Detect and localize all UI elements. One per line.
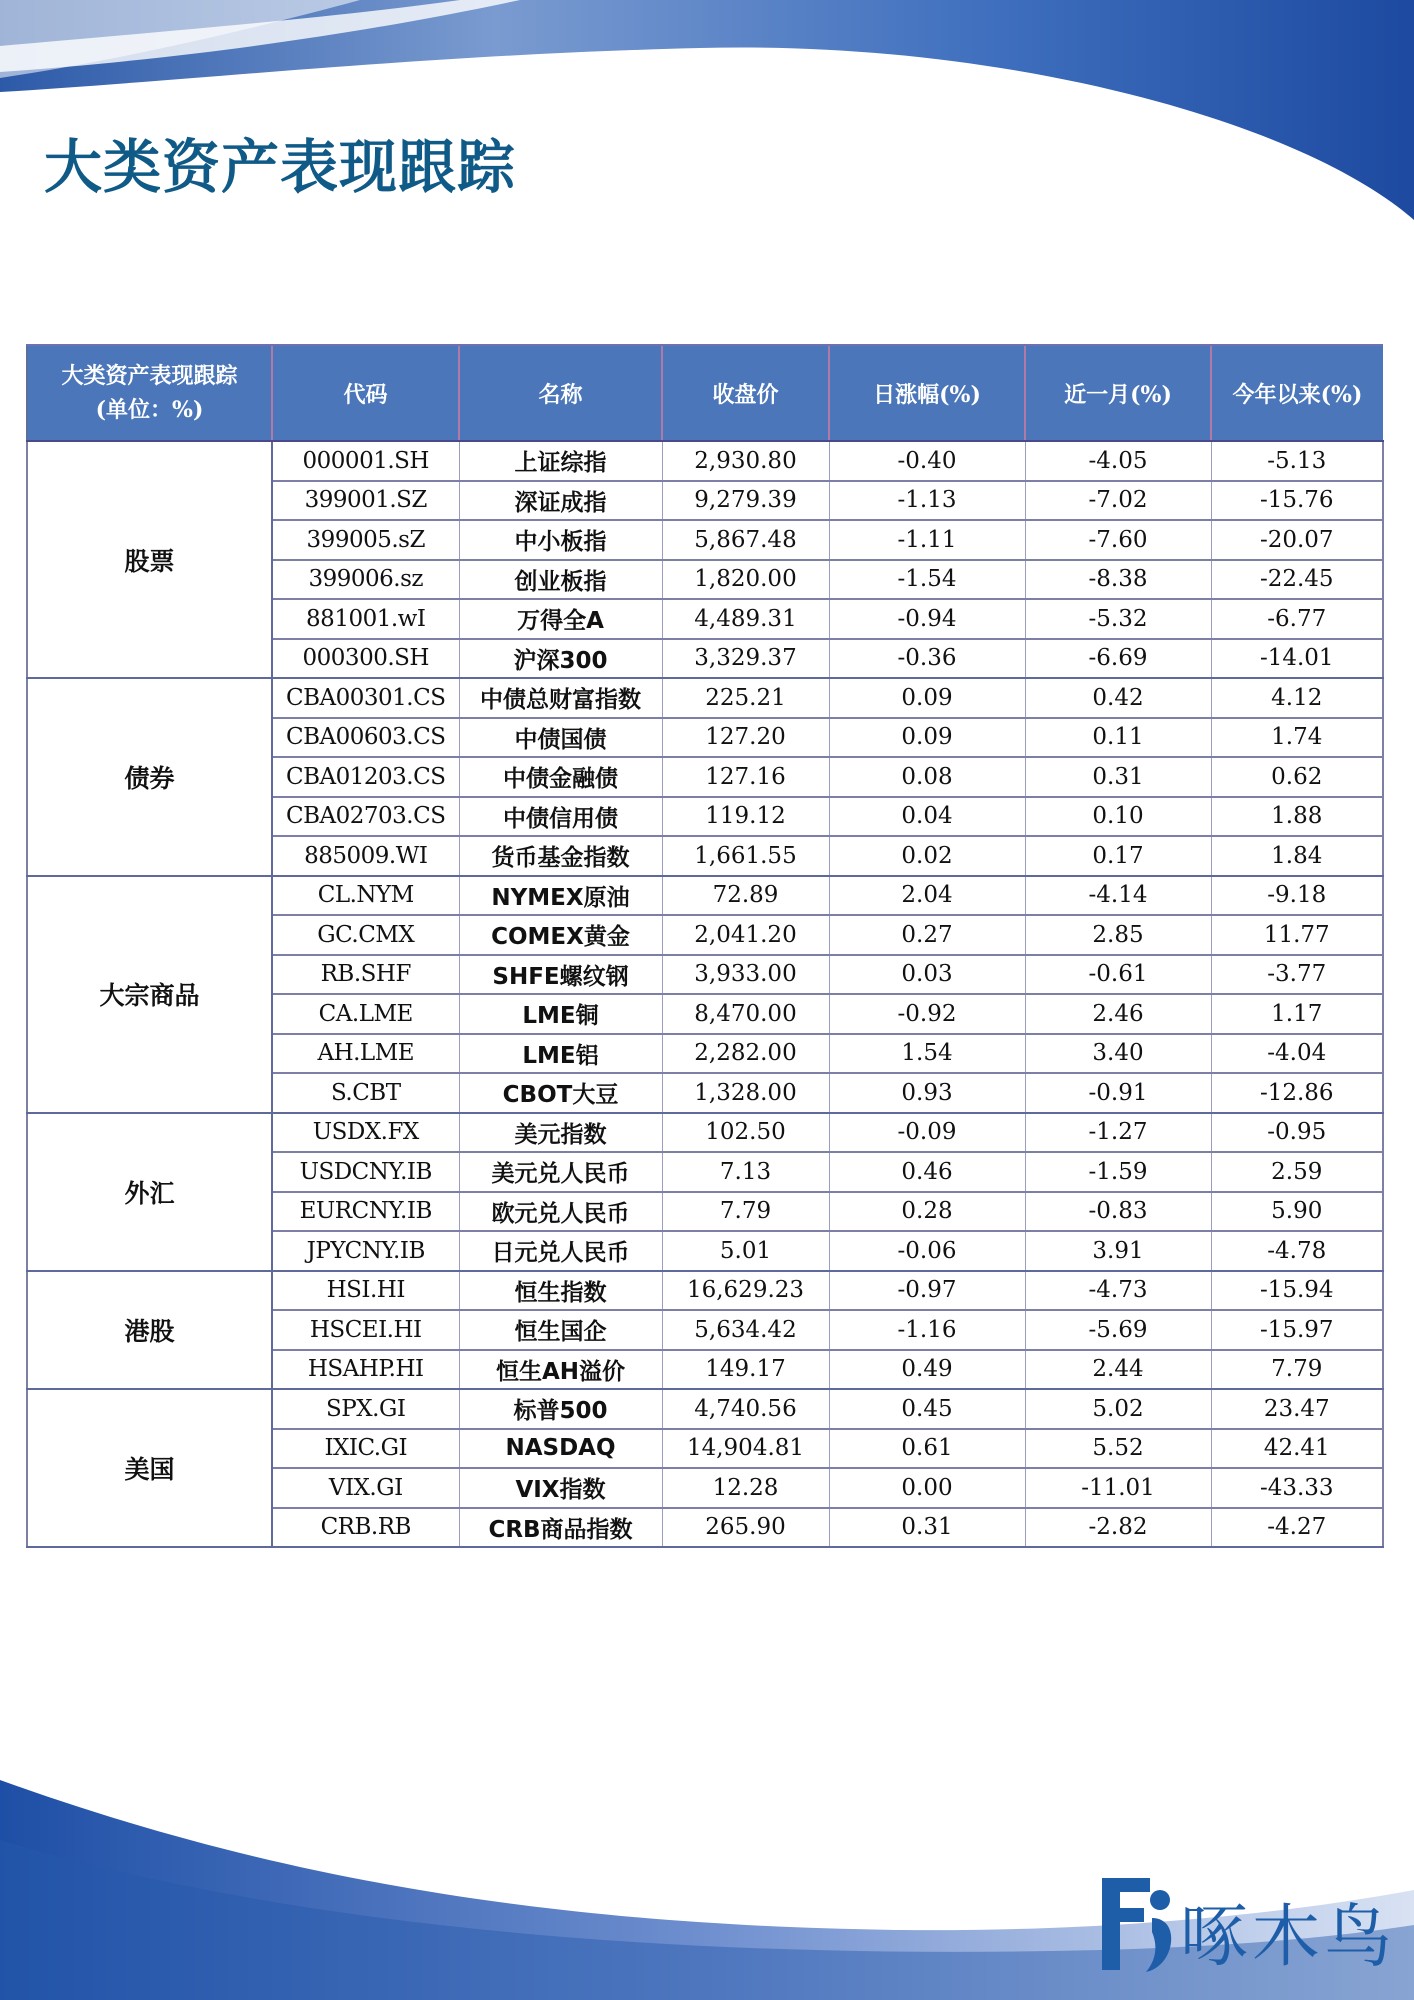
ytd-change-cell: 1.88 bbox=[1211, 797, 1383, 837]
daily-change-cell: -1.11 bbox=[829, 520, 1025, 560]
month-change-cell: -2.82 bbox=[1025, 1508, 1211, 1548]
name-cell: 沪深300 bbox=[459, 639, 662, 679]
code-cell: 399006.sz bbox=[272, 560, 459, 600]
table-row bbox=[27, 1271, 1383, 1311]
month-change-cell: -4.14 bbox=[1025, 876, 1211, 916]
ytd-change-cell: -22.45 bbox=[1211, 560, 1383, 600]
ytd-change-cell: 1.17 bbox=[1211, 994, 1383, 1034]
daily-change-cell: 0.27 bbox=[829, 915, 1025, 955]
month-change-cell: -0.83 bbox=[1025, 1192, 1211, 1232]
table-row bbox=[27, 876, 1383, 916]
close-cell: 2,041.20 bbox=[662, 915, 829, 955]
close-cell: 3,933.00 bbox=[662, 955, 829, 995]
ytd-change-cell: -0.95 bbox=[1211, 1113, 1383, 1153]
month-change-cell: 3.40 bbox=[1025, 1034, 1211, 1074]
close-cell: 72.89 bbox=[662, 876, 829, 916]
daily-change-cell: 0.03 bbox=[829, 955, 1025, 995]
daily-change-cell: 0.09 bbox=[829, 678, 1025, 718]
daily-change-cell: 0.28 bbox=[829, 1192, 1025, 1232]
code-cell: HSAHP.HI bbox=[272, 1350, 459, 1390]
code-cell: SPX.GI bbox=[272, 1389, 459, 1429]
table-row bbox=[27, 678, 1383, 718]
ytd-change-cell: -15.94 bbox=[1211, 1271, 1383, 1311]
month-change-cell: 2.85 bbox=[1025, 915, 1211, 955]
code-cell: S.CBT bbox=[272, 1073, 459, 1113]
close-cell: 2,930.80 bbox=[662, 441, 829, 481]
daily-change-cell: -0.06 bbox=[829, 1231, 1025, 1271]
close-cell: 7.13 bbox=[662, 1152, 829, 1192]
close-cell: 127.16 bbox=[662, 757, 829, 797]
close-cell: 225.21 bbox=[662, 678, 829, 718]
name-cell: 深证成指 bbox=[459, 481, 662, 521]
code-cell: HSI.HI bbox=[272, 1271, 459, 1311]
name-cell: VIX指数 bbox=[459, 1468, 662, 1508]
asset-performance-table bbox=[26, 344, 1384, 1548]
daily-change-cell: 0.09 bbox=[829, 718, 1025, 758]
month-change-cell: -11.01 bbox=[1025, 1468, 1211, 1508]
name-cell: 恒生指数 bbox=[459, 1271, 662, 1311]
month-change-cell: 3.91 bbox=[1025, 1231, 1211, 1271]
month-change-cell: 0.11 bbox=[1025, 718, 1211, 758]
close-cell: 5.01 bbox=[662, 1231, 829, 1271]
category-cell: 股票 bbox=[27, 441, 272, 678]
month-change-cell: 5.52 bbox=[1025, 1429, 1211, 1469]
month-change-cell: -1.27 bbox=[1025, 1113, 1211, 1153]
name-cell: 欧元兑人民币 bbox=[459, 1192, 662, 1232]
ytd-change-cell: 0.62 bbox=[1211, 757, 1383, 797]
code-cell: USDX.FX bbox=[272, 1113, 459, 1153]
name-cell: 美元指数 bbox=[459, 1113, 662, 1153]
code-cell: 000300.SH bbox=[272, 639, 459, 679]
name-cell: 上证综指 bbox=[459, 441, 662, 481]
code-cell: CA.LME bbox=[272, 994, 459, 1034]
code-cell: VIX.GI bbox=[272, 1468, 459, 1508]
code-cell: CL.NYM bbox=[272, 876, 459, 916]
code-cell: 399005.sZ bbox=[272, 520, 459, 560]
name-cell: 恒生AH溢价 bbox=[459, 1350, 662, 1390]
close-cell: 1,820.00 bbox=[662, 560, 829, 600]
close-cell: 1,661.55 bbox=[662, 836, 829, 876]
ytd-change-cell: 4.12 bbox=[1211, 678, 1383, 718]
name-cell: CRB商品指数 bbox=[459, 1508, 662, 1548]
daily-change-cell: -0.36 bbox=[829, 639, 1025, 679]
daily-change-cell: 2.04 bbox=[829, 876, 1025, 916]
daily-change-cell: 0.93 bbox=[829, 1073, 1025, 1113]
code-cell: CBA01203.CS bbox=[272, 757, 459, 797]
corner-unit: (单位：%) bbox=[95, 397, 204, 423]
close-cell: 3,329.37 bbox=[662, 639, 829, 679]
month-change-cell: -8.38 bbox=[1025, 560, 1211, 600]
month-change-cell: -1.59 bbox=[1025, 1152, 1211, 1192]
daily-change-cell: -0.40 bbox=[829, 441, 1025, 481]
daily-change-cell: 0.08 bbox=[829, 757, 1025, 797]
ytd-change-cell: 1.74 bbox=[1211, 718, 1383, 758]
code-cell: EURCNY.IB bbox=[272, 1192, 459, 1232]
category-cell: 外汇 bbox=[27, 1113, 272, 1271]
close-cell: 2,282.00 bbox=[662, 1034, 829, 1074]
month-change-cell: -7.02 bbox=[1025, 481, 1211, 521]
close-cell: 8,470.00 bbox=[662, 994, 829, 1034]
close-cell: 119.12 bbox=[662, 797, 829, 837]
table-header-row bbox=[27, 345, 1383, 441]
category-cell: 港股 bbox=[27, 1271, 272, 1390]
ytd-change-cell: 1.84 bbox=[1211, 836, 1383, 876]
daily-change-cell: -0.09 bbox=[829, 1113, 1025, 1153]
close-cell: 12.28 bbox=[662, 1468, 829, 1508]
name-cell: NASDAQ bbox=[459, 1429, 662, 1469]
month-change-cell: -6.69 bbox=[1025, 639, 1211, 679]
name-cell: 中小板指 bbox=[459, 520, 662, 560]
category-cell: 大宗商品 bbox=[27, 876, 272, 1113]
ytd-change-cell: -4.27 bbox=[1211, 1508, 1383, 1548]
code-cell: CRB.RB bbox=[272, 1508, 459, 1548]
name-cell: 创业板指 bbox=[459, 560, 662, 600]
close-cell: 14,904.81 bbox=[662, 1429, 829, 1469]
ytd-change-cell: -3.77 bbox=[1211, 955, 1383, 995]
table-row bbox=[27, 1113, 1383, 1153]
ytd-change-cell: -4.04 bbox=[1211, 1034, 1383, 1074]
column-header-month-change: 近一月(%) bbox=[1025, 345, 1211, 441]
month-change-cell: -4.05 bbox=[1025, 441, 1211, 481]
close-cell: 265.90 bbox=[662, 1508, 829, 1548]
close-cell: 102.50 bbox=[662, 1113, 829, 1153]
month-change-cell: 0.42 bbox=[1025, 678, 1211, 718]
month-change-cell: -0.91 bbox=[1025, 1073, 1211, 1113]
ytd-change-cell: -9.18 bbox=[1211, 876, 1383, 916]
category-cell: 债券 bbox=[27, 678, 272, 876]
daily-change-cell: -1.13 bbox=[829, 481, 1025, 521]
code-cell: 399001.SZ bbox=[272, 481, 459, 521]
month-change-cell: -7.60 bbox=[1025, 520, 1211, 560]
column-header-ytd-change: 今年以来(%) bbox=[1211, 345, 1383, 441]
code-cell: CBA00603.CS bbox=[272, 718, 459, 758]
code-cell: 000001.SH bbox=[272, 441, 459, 481]
ytd-change-cell: -43.33 bbox=[1211, 1468, 1383, 1508]
daily-change-cell: -0.94 bbox=[829, 599, 1025, 639]
code-cell: JPYCNY.IB bbox=[272, 1231, 459, 1271]
ytd-change-cell: 23.47 bbox=[1211, 1389, 1383, 1429]
code-cell: AH.LME bbox=[272, 1034, 459, 1074]
name-cell: CBOT大豆 bbox=[459, 1073, 662, 1113]
column-header-close: 收盘价 bbox=[662, 345, 829, 441]
ytd-change-cell: -12.86 bbox=[1211, 1073, 1383, 1113]
ytd-change-cell: -4.78 bbox=[1211, 1231, 1383, 1271]
code-cell: 885009.WI bbox=[272, 836, 459, 876]
daily-change-cell: 0.45 bbox=[829, 1389, 1025, 1429]
daily-change-cell: 0.49 bbox=[829, 1350, 1025, 1390]
close-cell: 149.17 bbox=[662, 1350, 829, 1390]
daily-change-cell: -0.92 bbox=[829, 994, 1025, 1034]
brand-name: 啄木鸟 bbox=[1180, 1898, 1397, 1977]
daily-change-cell: 0.00 bbox=[829, 1468, 1025, 1508]
table-body bbox=[27, 441, 1383, 1547]
code-cell: HSCEI.HI bbox=[272, 1310, 459, 1350]
ytd-change-cell: -20.07 bbox=[1211, 520, 1383, 560]
daily-change-cell: 0.31 bbox=[829, 1508, 1025, 1548]
ytd-change-cell: -5.13 bbox=[1211, 441, 1383, 481]
month-change-cell: 0.31 bbox=[1025, 757, 1211, 797]
category-cell: 美国 bbox=[27, 1389, 272, 1547]
ytd-change-cell: -15.76 bbox=[1211, 481, 1383, 521]
name-cell: NYMEX原油 bbox=[459, 876, 662, 916]
close-cell: 4,740.56 bbox=[662, 1389, 829, 1429]
code-cell: 881001.wI bbox=[272, 599, 459, 639]
asset-performance-table-container bbox=[26, 344, 1384, 1548]
close-cell: 127.20 bbox=[662, 718, 829, 758]
close-cell: 5,867.48 bbox=[662, 520, 829, 560]
name-cell: 中债国债 bbox=[459, 718, 662, 758]
daily-change-cell: -1.54 bbox=[829, 560, 1025, 600]
daily-change-cell: 0.46 bbox=[829, 1152, 1025, 1192]
code-cell: IXIC.GI bbox=[272, 1429, 459, 1469]
name-cell: LME铝 bbox=[459, 1034, 662, 1074]
daily-change-cell: 0.61 bbox=[829, 1429, 1025, 1469]
daily-change-cell: 0.04 bbox=[829, 797, 1025, 837]
month-change-cell: -0.61 bbox=[1025, 955, 1211, 995]
name-cell: COMEX黄金 bbox=[459, 915, 662, 955]
month-change-cell: 0.17 bbox=[1025, 836, 1211, 876]
table-corner-header bbox=[27, 345, 272, 441]
ytd-change-cell: 5.90 bbox=[1211, 1192, 1383, 1232]
ytd-change-cell: -6.77 bbox=[1211, 599, 1383, 639]
close-cell: 16,629.23 bbox=[662, 1271, 829, 1311]
month-change-cell: -4.73 bbox=[1025, 1271, 1211, 1311]
month-change-cell: 5.02 bbox=[1025, 1389, 1211, 1429]
name-cell: SHFE螺纹钢 bbox=[459, 955, 662, 995]
ytd-change-cell: -15.97 bbox=[1211, 1310, 1383, 1350]
name-cell: 日元兑人民币 bbox=[459, 1231, 662, 1271]
ytd-change-cell: 7.79 bbox=[1211, 1350, 1383, 1390]
name-cell: 恒生国企 bbox=[459, 1310, 662, 1350]
code-cell: CBA00301.CS bbox=[272, 678, 459, 718]
month-change-cell: -5.32 bbox=[1025, 599, 1211, 639]
name-cell: 货币基金指数 bbox=[459, 836, 662, 876]
month-change-cell: 0.10 bbox=[1025, 797, 1211, 837]
code-cell: RB.SHF bbox=[272, 955, 459, 995]
daily-change-cell: -0.97 bbox=[829, 1271, 1025, 1311]
month-change-cell: 2.46 bbox=[1025, 994, 1211, 1034]
column-header-daily-change: 日涨幅(%) bbox=[829, 345, 1025, 441]
ytd-change-cell: 2.59 bbox=[1211, 1152, 1383, 1192]
name-cell: 万得全A bbox=[459, 599, 662, 639]
name-cell: 标普500 bbox=[459, 1389, 662, 1429]
daily-change-cell: -1.16 bbox=[829, 1310, 1025, 1350]
ytd-change-cell: 42.41 bbox=[1211, 1429, 1383, 1469]
month-change-cell: 2.44 bbox=[1025, 1350, 1211, 1390]
code-cell: GC.CMX bbox=[272, 915, 459, 955]
corner-title: 大类资产表现跟踪 bbox=[61, 363, 238, 389]
column-header-code: 代码 bbox=[272, 345, 459, 441]
close-cell: 4,489.31 bbox=[662, 599, 829, 639]
code-cell: CBA02703.CS bbox=[272, 797, 459, 837]
name-cell: 中债信用债 bbox=[459, 797, 662, 837]
daily-change-cell: 1.54 bbox=[829, 1034, 1025, 1074]
daily-change-cell: 0.02 bbox=[829, 836, 1025, 876]
table-row bbox=[27, 441, 1383, 481]
name-cell: 中债金融债 bbox=[459, 757, 662, 797]
name-cell: 中债总财富指数 bbox=[459, 678, 662, 718]
ytd-change-cell: 11.77 bbox=[1211, 915, 1383, 955]
close-cell: 7.79 bbox=[662, 1192, 829, 1232]
month-change-cell: -5.69 bbox=[1025, 1310, 1211, 1350]
page-title: 大类资产表现跟踪 bbox=[44, 133, 517, 201]
close-cell: 9,279.39 bbox=[662, 481, 829, 521]
close-cell: 1,328.00 bbox=[662, 1073, 829, 1113]
table-row bbox=[27, 1389, 1383, 1429]
column-header-name: 名称 bbox=[459, 345, 662, 441]
ytd-change-cell: -14.01 bbox=[1211, 639, 1383, 679]
close-cell: 5,634.42 bbox=[662, 1310, 829, 1350]
code-cell: USDCNY.IB bbox=[272, 1152, 459, 1192]
name-cell: LME铜 bbox=[459, 994, 662, 1034]
name-cell: 美元兑人民币 bbox=[459, 1152, 662, 1192]
